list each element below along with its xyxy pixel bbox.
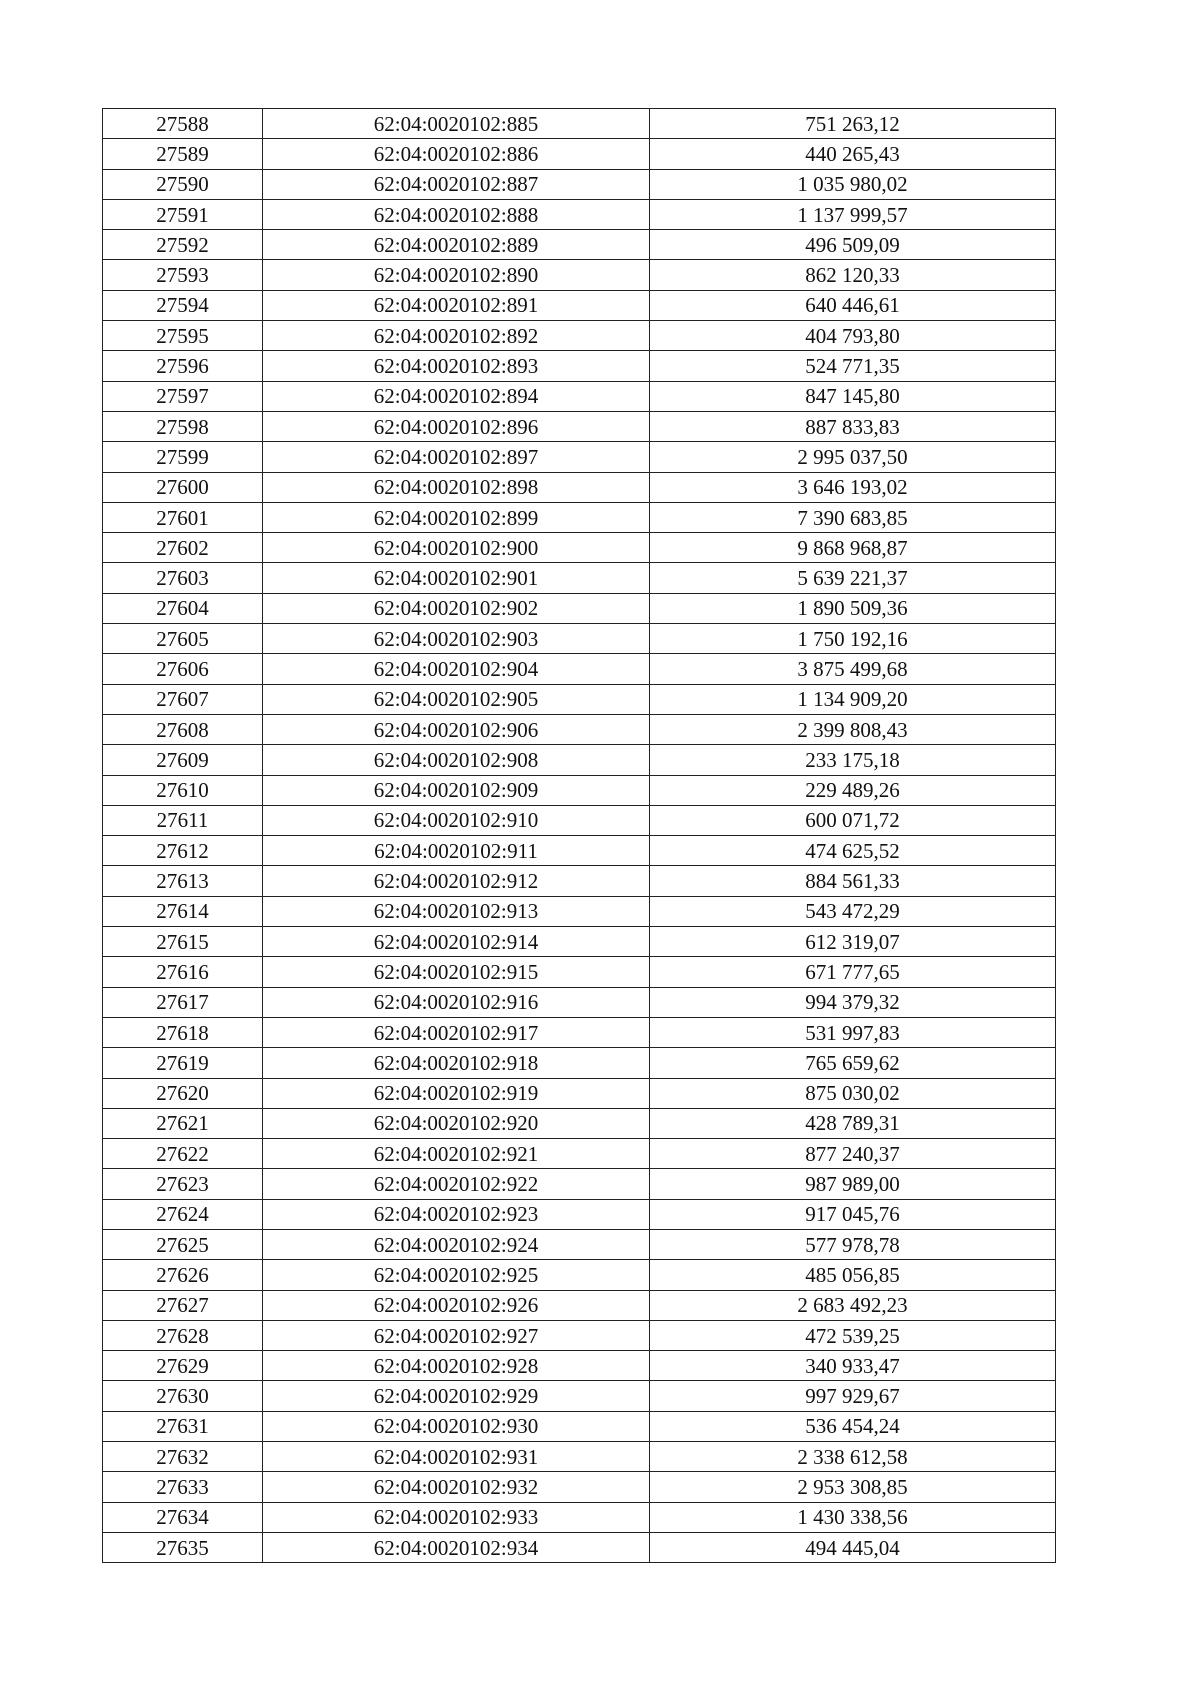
- cadastral-number-cell: 62:04:0020102:885: [263, 109, 650, 139]
- table-row: [103, 1229, 1056, 1259]
- table-row: [103, 1532, 1056, 1562]
- row-number-cell: 27598: [103, 411, 263, 441]
- cadastral-number-cell: 62:04:0020102:896: [263, 411, 650, 441]
- row-number-cell: 27629: [103, 1351, 263, 1381]
- cadastral-value-cell: 1 137 999,57: [650, 199, 1056, 229]
- table-row: [103, 987, 1056, 1017]
- table-row: [103, 1260, 1056, 1290]
- row-number-cell: 27632: [103, 1442, 263, 1472]
- cadastral-value-cell: 485 056,85: [650, 1260, 1056, 1290]
- cadastral-value-cell: 2 399 808,43: [650, 714, 1056, 744]
- cadastral-number-cell: 62:04:0020102:926: [263, 1290, 650, 1320]
- cadastral-number-cell: 62:04:0020102:932: [263, 1472, 650, 1502]
- cadastral-number-cell: 62:04:0020102:910: [263, 805, 650, 835]
- table-row: [103, 533, 1056, 563]
- table-row: [103, 199, 1056, 229]
- table-row: [103, 714, 1056, 744]
- cadastral-number-cell: 62:04:0020102:912: [263, 866, 650, 896]
- row-number-cell: 27616: [103, 957, 263, 987]
- cadastral-value-cell: 536 454,24: [650, 1411, 1056, 1441]
- cadastral-value-cell: 5 639 221,37: [650, 563, 1056, 593]
- row-number-cell: 27591: [103, 199, 263, 229]
- cadastral-value-cell: 671 777,65: [650, 957, 1056, 987]
- row-number-cell: 27601: [103, 502, 263, 532]
- row-number-cell: 27602: [103, 533, 263, 563]
- cadastral-number-cell: 62:04:0020102:887: [263, 169, 650, 199]
- row-number-cell: 27599: [103, 442, 263, 472]
- cadastral-number-cell: 62:04:0020102:909: [263, 775, 650, 805]
- cadastral-value-cell: 229 489,26: [650, 775, 1056, 805]
- table-row: [103, 290, 1056, 320]
- cadastral-number-cell: 62:04:0020102:901: [263, 563, 650, 593]
- cadastral-number-cell: 62:04:0020102:925: [263, 1260, 650, 1290]
- cadastral-value-cell: 1 890 509,36: [650, 593, 1056, 623]
- cadastral-number-cell: 62:04:0020102:911: [263, 836, 650, 866]
- row-number-cell: 27607: [103, 684, 263, 714]
- cadastral-value-cell: 600 071,72: [650, 805, 1056, 835]
- cadastral-value-cell: 994 379,32: [650, 987, 1056, 1017]
- cadastral-value-cell: 640 446,61: [650, 290, 1056, 320]
- cadastral-number-cell: 62:04:0020102:933: [263, 1502, 650, 1532]
- cadastral-value-cell: 233 175,18: [650, 745, 1056, 775]
- cadastral-value-cell: 524 771,35: [650, 351, 1056, 381]
- cadastral-value-cell: 404 793,80: [650, 321, 1056, 351]
- cadastral-number-cell: 62:04:0020102:897: [263, 442, 650, 472]
- cadastral-value-cell: 7 390 683,85: [650, 502, 1056, 532]
- cadastral-value-cell: 543 472,29: [650, 896, 1056, 926]
- table-row: [103, 775, 1056, 805]
- table-row: [103, 1078, 1056, 1108]
- table-row: [103, 1502, 1056, 1532]
- table-row: [103, 109, 1056, 139]
- cadastral-number-cell: 62:04:0020102:921: [263, 1139, 650, 1169]
- cadastral-number-cell: 62:04:0020102:914: [263, 927, 650, 957]
- row-number-cell: 27626: [103, 1260, 263, 1290]
- cadastral-value-cell: 1 134 909,20: [650, 684, 1056, 714]
- row-number-cell: 27610: [103, 775, 263, 805]
- row-number-cell: 27615: [103, 927, 263, 957]
- table-row: [103, 1048, 1056, 1078]
- table-row: [103, 957, 1056, 987]
- table-row: [103, 563, 1056, 593]
- row-number-cell: 27635: [103, 1532, 263, 1562]
- row-number-cell: 27589: [103, 139, 263, 169]
- cadastral-number-cell: 62:04:0020102:892: [263, 321, 650, 351]
- cadastral-number-cell: 62:04:0020102:922: [263, 1169, 650, 1199]
- cadastral-value-cell: 997 929,67: [650, 1381, 1056, 1411]
- row-number-cell: 27618: [103, 1017, 263, 1047]
- row-number-cell: 27603: [103, 563, 263, 593]
- cadastral-number-cell: 62:04:0020102:894: [263, 381, 650, 411]
- cadastral-value-cell: 765 659,62: [650, 1048, 1056, 1078]
- row-number-cell: 27596: [103, 351, 263, 381]
- cadastral-value-cell: 875 030,02: [650, 1078, 1056, 1108]
- cadastral-value-cell: 3 875 499,68: [650, 654, 1056, 684]
- table-row: [103, 1320, 1056, 1350]
- row-number-cell: 27605: [103, 624, 263, 654]
- cadastral-value-cell: 2 953 308,85: [650, 1472, 1056, 1502]
- table-row: [103, 927, 1056, 957]
- row-number-cell: 27590: [103, 169, 263, 199]
- row-number-cell: 27628: [103, 1320, 263, 1350]
- row-number-cell: 27613: [103, 866, 263, 896]
- cadastral-value-cell: 2 338 612,58: [650, 1442, 1056, 1472]
- cadastral-number-cell: 62:04:0020102:917: [263, 1017, 650, 1047]
- cadastral-number-cell: 62:04:0020102:899: [263, 502, 650, 532]
- cadastral-value-cell: 2 995 037,50: [650, 442, 1056, 472]
- table-row: [103, 169, 1056, 199]
- table-row: [103, 684, 1056, 714]
- table-row: [103, 1108, 1056, 1138]
- cadastral-number-cell: 62:04:0020102:906: [263, 714, 650, 744]
- cadastral-number-cell: 62:04:0020102:913: [263, 896, 650, 926]
- table-row: [103, 321, 1056, 351]
- row-number-cell: 27611: [103, 805, 263, 835]
- row-number-cell: 27627: [103, 1290, 263, 1320]
- table-row: [103, 472, 1056, 502]
- cadastral-number-cell: 62:04:0020102:891: [263, 290, 650, 320]
- table-row: [103, 866, 1056, 896]
- table-row: [103, 1139, 1056, 1169]
- cadastral-value-cell: 887 833,83: [650, 411, 1056, 441]
- table-row: [103, 139, 1056, 169]
- row-number-cell: 27594: [103, 290, 263, 320]
- cadastral-value-cell: 3 646 193,02: [650, 472, 1056, 502]
- cadastral-value-cell: 862 120,33: [650, 260, 1056, 290]
- cadastral-value-cell: 440 265,43: [650, 139, 1056, 169]
- cadastral-number-cell: 62:04:0020102:898: [263, 472, 650, 502]
- row-number-cell: 27595: [103, 321, 263, 351]
- cadastral-number-cell: 62:04:0020102:916: [263, 987, 650, 1017]
- row-number-cell: 27631: [103, 1411, 263, 1441]
- cadastral-value-cell: 472 539,25: [650, 1320, 1056, 1350]
- cadastral-number-cell: 62:04:0020102:904: [263, 654, 650, 684]
- table-row: [103, 1169, 1056, 1199]
- cadastral-number-cell: 62:04:0020102:905: [263, 684, 650, 714]
- cadastral-value-cell: 428 789,31: [650, 1108, 1056, 1138]
- cadastral-number-cell: 62:04:0020102:890: [263, 260, 650, 290]
- row-number-cell: 27609: [103, 745, 263, 775]
- table-row: [103, 502, 1056, 532]
- table-row: [103, 381, 1056, 411]
- table-row: [103, 836, 1056, 866]
- row-number-cell: 27597: [103, 381, 263, 411]
- cadastral-number-cell: 62:04:0020102:893: [263, 351, 650, 381]
- cadastral-value-cell: 917 045,76: [650, 1199, 1056, 1229]
- table-row: [103, 1472, 1056, 1502]
- table-row: [103, 624, 1056, 654]
- table-row: [103, 745, 1056, 775]
- row-number-cell: 27633: [103, 1472, 263, 1502]
- row-number-cell: 27614: [103, 896, 263, 926]
- cadastral-value-table: [102, 108, 1056, 1563]
- table-row: [103, 1017, 1056, 1047]
- row-number-cell: 27588: [103, 109, 263, 139]
- row-number-cell: 27624: [103, 1199, 263, 1229]
- cadastral-number-cell: 62:04:0020102:927: [263, 1320, 650, 1350]
- row-number-cell: 27593: [103, 260, 263, 290]
- cadastral-value-cell: 9 868 968,87: [650, 533, 1056, 563]
- table-row: [103, 896, 1056, 926]
- table-row: [103, 1381, 1056, 1411]
- cadastral-value-cell: 987 989,00: [650, 1169, 1056, 1199]
- cadastral-value-cell: 612 319,07: [650, 927, 1056, 957]
- row-number-cell: 27630: [103, 1381, 263, 1411]
- cadastral-number-cell: 62:04:0020102:931: [263, 1442, 650, 1472]
- cadastral-number-cell: 62:04:0020102:934: [263, 1532, 650, 1562]
- row-number-cell: 27612: [103, 836, 263, 866]
- row-number-cell: 27604: [103, 593, 263, 623]
- cadastral-number-cell: 62:04:0020102:928: [263, 1351, 650, 1381]
- table-row: [103, 411, 1056, 441]
- cadastral-number-cell: 62:04:0020102:886: [263, 139, 650, 169]
- row-number-cell: 27592: [103, 230, 263, 260]
- table-body: [103, 109, 1056, 1563]
- cadastral-number-cell: 62:04:0020102:929: [263, 1381, 650, 1411]
- table-row: [103, 260, 1056, 290]
- cadastral-number-cell: 62:04:0020102:900: [263, 533, 650, 563]
- cadastral-value-cell: 751 263,12: [650, 109, 1056, 139]
- cadastral-value-cell: 494 445,04: [650, 1532, 1056, 1562]
- row-number-cell: 27625: [103, 1229, 263, 1259]
- row-number-cell: 27622: [103, 1139, 263, 1169]
- cadastral-number-cell: 62:04:0020102:918: [263, 1048, 650, 1078]
- cadastral-number-cell: 62:04:0020102:889: [263, 230, 650, 260]
- cadastral-number-cell: 62:04:0020102:915: [263, 957, 650, 987]
- cadastral-value-cell: 340 933,47: [650, 1351, 1056, 1381]
- cadastral-number-cell: 62:04:0020102:923: [263, 1199, 650, 1229]
- row-number-cell: 27617: [103, 987, 263, 1017]
- cadastral-value-cell: 531 997,83: [650, 1017, 1056, 1047]
- table-row: [103, 1411, 1056, 1441]
- table-row: [103, 1290, 1056, 1320]
- cadastral-value-cell: 1 750 192,16: [650, 624, 1056, 654]
- row-number-cell: 27608: [103, 714, 263, 744]
- table-row: [103, 805, 1056, 835]
- table-row: [103, 351, 1056, 381]
- table-row: [103, 230, 1056, 260]
- cadastral-value-cell: 847 145,80: [650, 381, 1056, 411]
- cadastral-number-cell: 62:04:0020102:903: [263, 624, 650, 654]
- cadastral-number-cell: 62:04:0020102:930: [263, 1411, 650, 1441]
- cadastral-number-cell: 62:04:0020102:908: [263, 745, 650, 775]
- row-number-cell: 27619: [103, 1048, 263, 1078]
- row-number-cell: 27621: [103, 1108, 263, 1138]
- cadastral-number-cell: 62:04:0020102:902: [263, 593, 650, 623]
- cadastral-number-cell: 62:04:0020102:920: [263, 1108, 650, 1138]
- cadastral-number-cell: 62:04:0020102:919: [263, 1078, 650, 1108]
- table-row: [103, 1199, 1056, 1229]
- table-row: [103, 593, 1056, 623]
- row-number-cell: 27623: [103, 1169, 263, 1199]
- table-row: [103, 1351, 1056, 1381]
- cadastral-value-cell: 1 035 980,02: [650, 169, 1056, 199]
- row-number-cell: 27634: [103, 1502, 263, 1532]
- cadastral-value-cell: 1 430 338,56: [650, 1502, 1056, 1532]
- table-row: [103, 442, 1056, 472]
- cadastral-value-cell: 2 683 492,23: [650, 1290, 1056, 1320]
- table-row: [103, 654, 1056, 684]
- row-number-cell: 27620: [103, 1078, 263, 1108]
- cadastral-value-cell: 877 240,37: [650, 1139, 1056, 1169]
- cadastral-value-cell: 474 625,52: [650, 836, 1056, 866]
- table-row: [103, 1442, 1056, 1472]
- cadastral-number-cell: 62:04:0020102:924: [263, 1229, 650, 1259]
- cadastral-value-cell: 577 978,78: [650, 1229, 1056, 1259]
- cadastral-value-cell: 884 561,33: [650, 866, 1056, 896]
- cadastral-value-cell: 496 509,09: [650, 230, 1056, 260]
- row-number-cell: 27606: [103, 654, 263, 684]
- cadastral-number-cell: 62:04:0020102:888: [263, 199, 650, 229]
- row-number-cell: 27600: [103, 472, 263, 502]
